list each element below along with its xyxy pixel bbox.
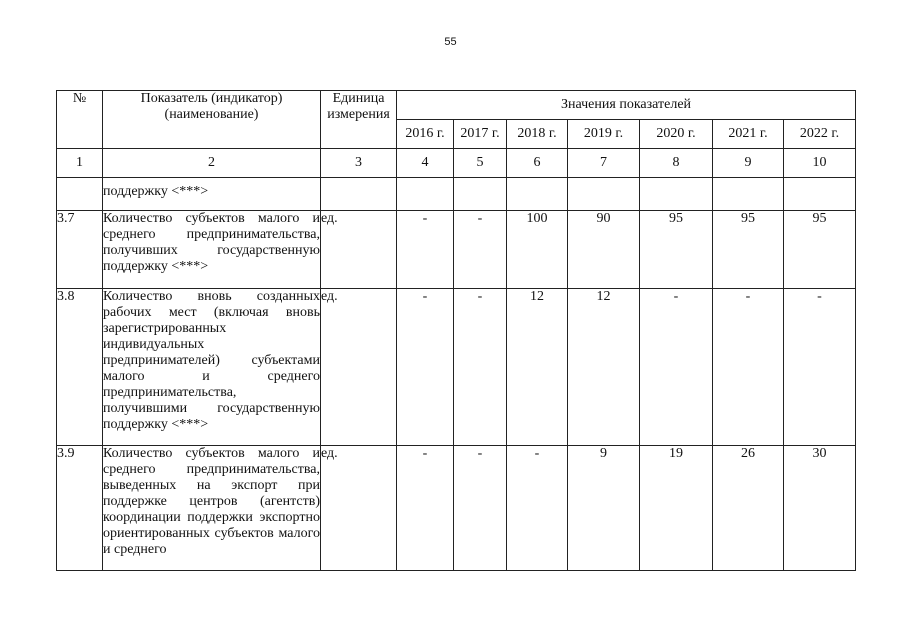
- empty-cell: [784, 178, 856, 211]
- value-cell: -: [397, 211, 454, 289]
- empty-cell: [397, 178, 454, 211]
- header-year: 2017 г.: [454, 120, 507, 149]
- header-values: Значения показателей: [397, 91, 856, 120]
- empty-cell: [454, 178, 507, 211]
- table-row: [57, 446, 856, 571]
- row-number: 3.9: [57, 446, 103, 571]
- empty-cell: [713, 178, 784, 211]
- value-cell: 90: [568, 211, 640, 289]
- header-row: [57, 91, 856, 120]
- row-number: 3.8: [57, 289, 103, 446]
- header-year: 2020 г.: [640, 120, 713, 149]
- value-cell: -: [454, 446, 507, 571]
- column-number: 4: [397, 149, 454, 178]
- unit: ед.: [321, 446, 397, 571]
- column-number: 9: [713, 149, 784, 178]
- column-number: 2: [103, 149, 321, 178]
- column-number: 8: [640, 149, 713, 178]
- continuation-row: [57, 178, 856, 211]
- value-cell: 26: [713, 446, 784, 571]
- value-cell: 9: [568, 446, 640, 571]
- table-row: [57, 289, 856, 446]
- value-cell: -: [454, 289, 507, 446]
- header-year: 2018 г.: [507, 120, 568, 149]
- continuation-num-cell: [57, 178, 103, 211]
- indicators-table: [56, 90, 856, 571]
- page-number: 55: [444, 36, 457, 48]
- value-cell: -: [397, 289, 454, 446]
- unit: ед.: [321, 211, 397, 289]
- value-cell: 19: [640, 446, 713, 571]
- empty-cell: [640, 178, 713, 211]
- indicator-name: Количество субъектов малого и среднего предпринимательства, получивших государственную поддержку <***>: [103, 211, 321, 289]
- header-indicator: Показатель (индикатор) (наименование): [103, 91, 321, 149]
- header-number: №: [57, 91, 103, 149]
- column-number: 7: [568, 149, 640, 178]
- header-year: 2019 г.: [568, 120, 640, 149]
- value-cell: -: [454, 211, 507, 289]
- value-cell: -: [640, 289, 713, 446]
- header-unit: Единица измерения: [321, 91, 397, 149]
- value-cell: 95: [713, 211, 784, 289]
- unit: ед.: [321, 289, 397, 446]
- value-cell: 95: [784, 211, 856, 289]
- indicator-name: Количество субъектов малого и среднего предпринимательства, выведенных на экспорт при поддержке центров (агентств) координации поддержки экспортно ориентированных субъектов малого и среднего: [103, 446, 321, 571]
- column-number: 3: [321, 149, 397, 178]
- continuation-name: поддержку <***>: [103, 178, 321, 211]
- table-row: [57, 211, 856, 289]
- header-year: 2016 г.: [397, 120, 454, 149]
- value-cell: 30: [784, 446, 856, 571]
- column-number: 10: [784, 149, 856, 178]
- column-number: 6: [507, 149, 568, 178]
- column-number: 5: [454, 149, 507, 178]
- value-cell: -: [397, 446, 454, 571]
- column-numbers-row: [57, 149, 856, 178]
- value-cell: 12: [507, 289, 568, 446]
- column-number: 1: [57, 149, 103, 178]
- header-year: 2021 г.: [713, 120, 784, 149]
- row-number: 3.7: [57, 211, 103, 289]
- value-cell: 12: [568, 289, 640, 446]
- value-cell: -: [507, 446, 568, 571]
- empty-cell: [507, 178, 568, 211]
- value-cell: 95: [640, 211, 713, 289]
- empty-cell: [321, 178, 397, 211]
- header-year: 2022 г.: [784, 120, 856, 149]
- value-cell: 100: [507, 211, 568, 289]
- value-cell: -: [713, 289, 784, 446]
- empty-cell: [568, 178, 640, 211]
- value-cell: -: [784, 289, 856, 446]
- indicator-name: Количество вновь созданных рабочих мест (включая вновь зарегистрированных индивидуальных предпринимателей) субъектами малого и среднего предпринимательства, получившими государственную поддержку <***>: [103, 289, 321, 446]
